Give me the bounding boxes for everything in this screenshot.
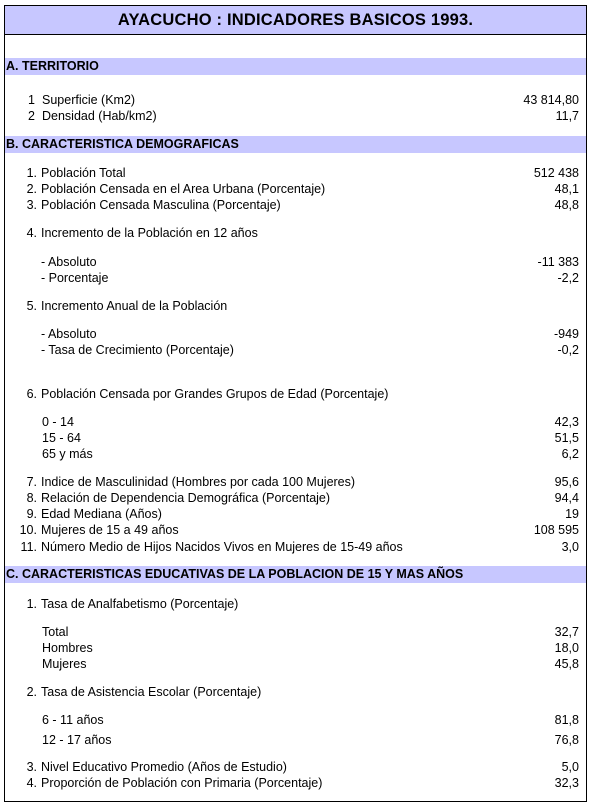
table-row [5, 326, 586, 342]
row-label: Incremento de la Población en 12 años [41, 226, 258, 240]
row-label: Mujeres [42, 657, 87, 671]
table-row [5, 522, 586, 538]
table-row [5, 640, 586, 656]
row-number: 6. [26, 387, 37, 401]
row-value: -2,2 [557, 271, 579, 285]
row-label: Población Censada Masculina (Porcentaje) [41, 198, 281, 212]
table-row [5, 108, 586, 124]
row-number: 1. [26, 597, 37, 611]
page-title: AYACUCHO : INDICADORES BASICOS 1993. [4, 5, 587, 35]
row-number: 2 [28, 109, 35, 123]
section-header-educacion: C. CARACTERISTICAS EDUCATIVAS DE LA POBLACION DE 15 Y MAS AÑOS [5, 566, 586, 583]
row-value: 108 595 [533, 523, 579, 537]
row-value: -11 383 [537, 255, 579, 269]
row-label: - Tasa de Crecimiento (Porcentaje) [41, 343, 234, 357]
row-number: 3. [26, 198, 37, 212]
row-value: 45,8 [554, 657, 579, 671]
section-header-territorio: A. TERRITORIO [5, 58, 586, 75]
row-label: 6 - 11 años [42, 713, 104, 727]
row-value: 48,1 [554, 182, 579, 196]
row-value: 76,8 [554, 733, 579, 747]
row-value: 81,8 [554, 713, 579, 727]
table-row [5, 712, 586, 728]
row-label: Hombres [42, 641, 93, 655]
row-label: Población Censada en el Area Urbana (Porcentaje) [41, 182, 326, 196]
row-number: 1 [28, 93, 35, 107]
table-row [5, 165, 586, 181]
table-row-heading [5, 386, 586, 402]
row-label: 0 - 14 [42, 415, 74, 429]
table-row [5, 624, 586, 640]
row-value: 5,0 [561, 760, 579, 774]
table-row [5, 732, 586, 748]
row-label: Población Total [41, 166, 126, 180]
row-label: 15 - 64 [42, 431, 81, 445]
row-label: Incremento Anual de la Población [41, 299, 228, 313]
row-value: 11,7 [555, 109, 579, 123]
table-row-heading [5, 596, 586, 612]
row-number: 8. [26, 491, 37, 505]
row-label: 65 y más [42, 447, 93, 461]
table-row [5, 656, 586, 672]
table-row-heading [5, 684, 586, 700]
table-row [5, 181, 586, 197]
table-row-heading [5, 225, 586, 241]
table-row [5, 254, 586, 270]
table-row [5, 474, 586, 490]
row-label: - Absoluto [41, 327, 97, 341]
row-label: Número Medio de Hijos Nacidos Vivos en Mujeres de 15-49 años [41, 540, 403, 554]
row-label: Mujeres de 15 a 49 años [41, 523, 179, 537]
row-number: 4. [26, 776, 37, 790]
row-value: -949 [553, 327, 579, 341]
row-value: -0,2 [557, 343, 579, 357]
row-label: Edad Mediana (Años) [41, 507, 162, 521]
row-label: Densidad (Hab/km2) [42, 109, 157, 123]
row-value: 32,3 [554, 776, 579, 790]
row-label: 12 - 17 años [42, 733, 112, 747]
table-row [5, 446, 586, 462]
row-value: 43 814,80 [523, 93, 579, 107]
row-number: 2. [26, 685, 37, 699]
row-value: 51,5 [554, 431, 579, 445]
row-label: Población Censada por Grandes Grupos de Edad (Porcentaje) [41, 387, 389, 401]
row-number: 10. [19, 523, 37, 537]
row-label: Indice de Masculinidad (Hombres por cada 100 Mujeres) [41, 475, 356, 489]
row-number: 7. [26, 475, 37, 489]
row-label: Tasa de Asistencia Escolar (Porcentaje) [41, 685, 262, 699]
table-row [5, 92, 586, 108]
table-row [5, 775, 586, 791]
row-value: 48,8 [554, 198, 579, 212]
table-row [5, 270, 586, 286]
table-row [5, 490, 586, 506]
row-label: Superficie (Km2) [42, 93, 136, 107]
row-value: 19 [565, 507, 579, 521]
table-row [5, 430, 586, 446]
row-number: 3. [26, 760, 37, 774]
table-row [5, 506, 586, 522]
row-number: 11. [20, 540, 37, 554]
row-label: - Absoluto [41, 255, 97, 269]
row-label: Relación de Dependencia Demográfica (Porcentaje) [41, 491, 331, 505]
table-row [5, 539, 586, 555]
section-header-demografia: B. CARACTERISTICA DEMOGRAFICAS [5, 136, 586, 153]
table-row [5, 414, 586, 430]
table-row [5, 759, 586, 775]
row-number: 4. [26, 226, 37, 240]
row-value: 3,0 [561, 540, 579, 554]
row-value: 42,3 [554, 415, 579, 429]
row-label: Total [42, 625, 69, 639]
table-row-heading [5, 298, 586, 314]
table-row [5, 342, 586, 358]
row-number: 1. [26, 166, 37, 180]
row-label: Tasa de Analfabetismo (Porcentaje) [41, 597, 239, 611]
row-value: 32,7 [554, 625, 579, 639]
row-value: 95,6 [554, 475, 579, 489]
row-label: Proporción de Población con Primaria (Porcentaje) [41, 776, 323, 790]
row-label: Nivel Educativo Promedio (Años de Estudio) [41, 760, 287, 774]
table-row [5, 197, 586, 213]
sheet-border [4, 5, 587, 802]
row-value: 18,0 [554, 641, 579, 655]
row-number: 9. [26, 507, 37, 521]
row-value: 512 438 [533, 166, 579, 180]
row-number: 2. [26, 182, 37, 196]
row-label: - Porcentaje [41, 271, 109, 285]
row-number: 5. [26, 299, 37, 313]
row-value: 94,4 [554, 491, 579, 505]
row-value: 6,2 [561, 447, 579, 461]
